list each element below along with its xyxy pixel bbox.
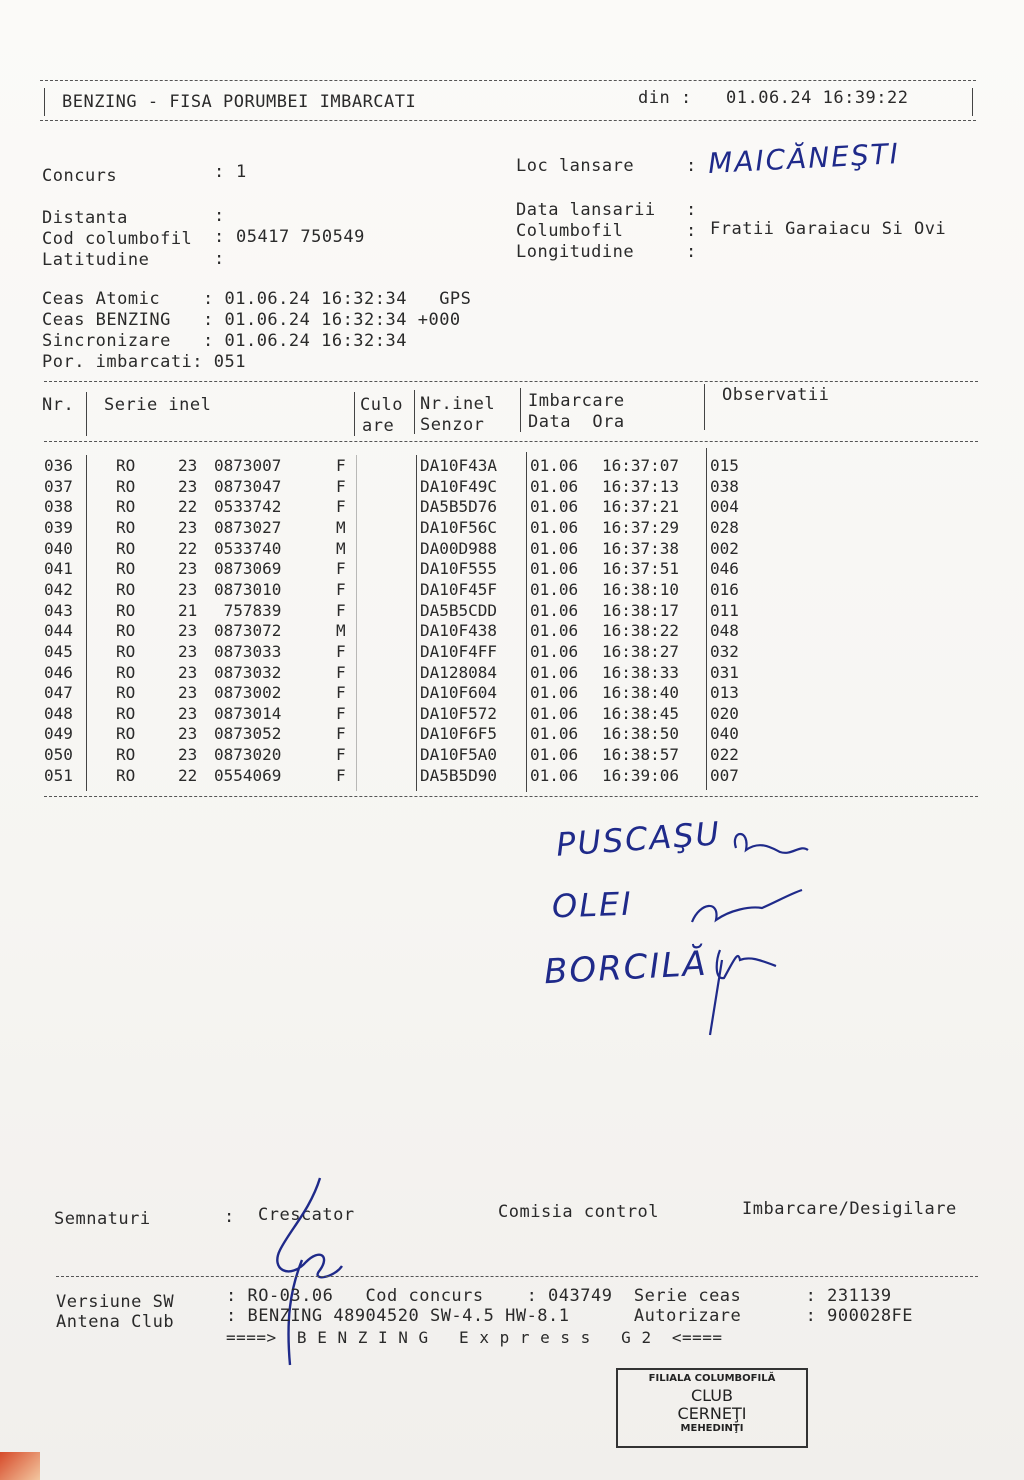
- footer-line-3: ====> B E N Z I N G E x p r e s s G 2 <====: [226, 1328, 723, 1347]
- cell-ora: 16:37:51: [602, 559, 680, 579]
- cell-sex: F: [336, 456, 346, 475]
- latitudine-label: Latitudine: [42, 250, 193, 270]
- col-header-serie: Serie inel: [104, 395, 212, 415]
- cell-sex: F: [336, 497, 346, 517]
- cell-data: 01.06: [530, 559, 579, 579]
- cell-data: 01.06: [530, 724, 579, 744]
- cell-data: 01.06: [530, 497, 579, 517]
- cell-nr: 040: [44, 538, 73, 558]
- sincronizare-line: Sincronizare : 01.06.24 16:32:34: [42, 331, 407, 351]
- cell-tara: RO: [116, 683, 136, 703]
- cell-data: 01.06: [530, 662, 579, 682]
- concurs-label: Concurs: [42, 166, 193, 186]
- cell-an: 22: [178, 765, 198, 785]
- cell-obs: 002: [710, 538, 739, 558]
- cell-an: 23: [178, 724, 198, 744]
- cell-ora: 16:38:33: [602, 662, 680, 682]
- cell-sex: F: [336, 703, 346, 723]
- body-divider-nr: [86, 455, 87, 791]
- cell-obs: 048: [710, 621, 739, 641]
- cell-tara: RO: [116, 579, 136, 599]
- cell-sex: F: [336, 600, 346, 620]
- cell-inel: 0873069: [214, 559, 282, 579]
- footer-line-2: : BENZING 48904520 SW-4.5 HW-8.1 Autorizare : 900028FE: [226, 1306, 914, 1326]
- cell-data: 01.06: [530, 621, 579, 641]
- cell-an: 23: [178, 517, 198, 537]
- col-divider-culoare: [414, 390, 415, 434]
- concurs-value: 1: [236, 162, 247, 182]
- cell-tara: RO: [116, 600, 136, 620]
- col-header-nrinel-1: Nr.inel: [420, 394, 496, 414]
- cell-sex: F: [336, 579, 346, 599]
- cell-senzor: DA10F572: [420, 703, 498, 723]
- cell-senzor: DA10F555: [420, 559, 498, 579]
- handwritten-signatures: [680, 810, 820, 1050]
- col-header-culoare-2: are: [362, 416, 395, 436]
- header-right-bar: [972, 88, 973, 116]
- cell-tara: RO: [116, 703, 136, 723]
- cell-tara: RO: [116, 517, 136, 537]
- cell-inel: 0873007: [214, 456, 282, 475]
- loc-lansare-handwritten: MAICĂNEŞTI: [707, 136, 901, 181]
- cell-data: 01.06: [530, 641, 579, 661]
- cell-inel: 0533742: [214, 497, 282, 517]
- cell-nr: 036: [44, 456, 73, 475]
- col-header-imbarcare-2: Data Ora: [528, 412, 625, 432]
- stamp-line-3: CERNEŢI: [677, 1404, 747, 1423]
- cell-inel: 0533740: [214, 538, 282, 558]
- cell-ora: 16:37:07: [602, 456, 680, 475]
- col-header-observatii: Observatii: [722, 385, 830, 405]
- cell-obs: 011: [710, 600, 739, 620]
- stamp-line-4: MEHEDINŢI: [680, 1423, 744, 1434]
- col-header-nrinel-2: Senzor: [420, 415, 485, 435]
- cell-inel: 0873027: [214, 517, 282, 537]
- cell-data: 01.06: [530, 745, 579, 765]
- cell-senzor: DA5B5D90: [420, 765, 498, 785]
- cell-ora: 16:38:10: [602, 579, 680, 599]
- body-divider-data: [526, 452, 527, 792]
- cell-an: 23: [178, 641, 198, 661]
- cell-nr: 049: [44, 724, 73, 744]
- din-label: din :: [638, 88, 692, 108]
- cell-sex: F: [336, 724, 346, 744]
- cell-inel: 0873020: [214, 745, 282, 765]
- concurs-sep: :: [214, 162, 225, 182]
- loc-lansare-label: Loc lansare: [516, 156, 635, 176]
- cell-obs: 016: [710, 579, 739, 599]
- cell-obs: 013: [710, 683, 739, 703]
- stamp-line-1: FILIALA COLUMBOFILĂ: [648, 1373, 776, 1384]
- cod-columbofil-sep: :: [214, 227, 225, 247]
- cell-ora: 16:38:17: [602, 600, 680, 620]
- cell-inel: 0873052: [214, 724, 282, 744]
- cell-data: 01.06: [530, 476, 579, 496]
- longitudine-sep: :: [686, 242, 697, 262]
- table-bottom-rule: [44, 796, 978, 797]
- ceas-benzing-line: Ceas BENZING : 01.06.24 16:32:34 +000: [42, 310, 461, 330]
- cell-tara: RO: [116, 724, 136, 744]
- cell-tara: RO: [116, 621, 136, 641]
- cell-sex: F: [336, 765, 346, 785]
- cell-nr: 046: [44, 662, 73, 682]
- cell-sex: F: [336, 641, 346, 661]
- club-stamp: [616, 1368, 808, 1448]
- cell-tara: RO: [116, 745, 136, 765]
- cell-data: 01.06: [530, 579, 579, 599]
- cell-an: 22: [178, 497, 198, 517]
- cell-nr: 042: [44, 579, 73, 599]
- handwritten-name-2: OLEI: [551, 884, 634, 926]
- cell-an: 21: [178, 600, 198, 620]
- cell-obs: 022: [710, 745, 739, 765]
- cell-ora: 16:39:06: [602, 765, 680, 785]
- cell-inel: 0873002: [214, 683, 282, 703]
- cell-inel: 0873032: [214, 662, 282, 682]
- cell-nr: 043: [44, 600, 73, 620]
- cell-senzor: DA128084: [420, 662, 498, 682]
- columbofil-value: Fratii Garaiacu Si Ovi: [710, 219, 947, 239]
- cell-inel: 0554069: [214, 765, 282, 785]
- header-bottom-rule: [40, 120, 976, 121]
- cell-an: 23: [178, 476, 198, 496]
- cell-an: 23: [178, 579, 198, 599]
- signature-3: [710, 950, 776, 1035]
- cell-nr: 045: [44, 641, 73, 661]
- cell-tara: RO: [116, 765, 136, 785]
- cell-senzor: DA10F56C: [420, 517, 498, 537]
- cell-inel: 757839: [214, 600, 282, 620]
- cell-ora: 16:37:13: [602, 476, 680, 496]
- cell-obs: 046: [710, 559, 739, 579]
- columbofil-sep: :: [686, 221, 697, 241]
- cell-an: 23: [178, 662, 198, 682]
- cell-obs: 015: [710, 456, 739, 475]
- table-header-rule: [44, 441, 978, 442]
- cell-sex: M: [336, 517, 346, 537]
- versiune-sw-label: Versiune SW: [56, 1292, 175, 1312]
- cell-inel: 0873010: [214, 579, 282, 599]
- cell-data: 01.06: [530, 703, 579, 723]
- imbarcare-desigilare-label: Imbarcare/Desigilare: [742, 1199, 957, 1219]
- semnaturi-label: Semnaturi: [54, 1209, 151, 1229]
- cell-nr: 041: [44, 559, 73, 579]
- cell-obs: 004: [710, 497, 739, 517]
- page-corner-mark: [0, 1452, 40, 1480]
- cell-nr: 038: [44, 497, 73, 517]
- cell-nr: 051: [44, 765, 73, 785]
- col-header-nr: Nr.: [42, 395, 75, 415]
- comisia-control-label: Comisia control: [498, 1202, 660, 1222]
- cell-an: 23: [178, 456, 198, 475]
- cell-an: 23: [178, 621, 198, 641]
- cell-obs: 040: [710, 724, 739, 744]
- cell-senzor: DA10F43A: [420, 456, 498, 475]
- por-imbarcati-line: Por. imbarcati: 051: [42, 352, 246, 372]
- cod-columbofil-label: Cod columbofil: [42, 229, 193, 249]
- stamp-line-2: CLUB: [691, 1386, 733, 1405]
- columbofil-label: Columbofil: [516, 221, 624, 241]
- crescator-label: Crescator: [258, 1205, 355, 1225]
- cell-nr: 044: [44, 621, 73, 641]
- cell-tara: RO: [116, 497, 136, 517]
- cell-data: 01.06: [530, 683, 579, 703]
- cell-senzor: DA10F4FF: [420, 641, 498, 661]
- semnaturi-sep: :: [224, 1207, 235, 1227]
- col-divider-nrinel: [520, 388, 521, 432]
- cell-tara: RO: [116, 476, 136, 496]
- loc-lansare-sep: :: [686, 156, 697, 176]
- handwritten-name-1: PUSCAŞU: [554, 814, 723, 864]
- handwritten-name-3: BORCILĂ: [543, 943, 709, 993]
- body-divider-culoare-left: [356, 455, 357, 791]
- cell-sex: F: [336, 662, 346, 682]
- header-top-rule: [40, 80, 976, 81]
- cell-sex: M: [336, 621, 346, 641]
- longitudine-label: Longitudine: [516, 242, 635, 262]
- cell-data: 01.06: [530, 600, 579, 620]
- cell-sex: F: [336, 683, 346, 703]
- cell-sex: F: [336, 476, 346, 496]
- cell-senzor: DA10F49C: [420, 476, 498, 496]
- cell-tara: RO: [116, 559, 136, 579]
- data-lansarii-label: Data lansarii: [516, 200, 656, 220]
- cell-data: 01.06: [530, 538, 579, 558]
- col-divider-serie: [354, 392, 355, 436]
- cell-senzor: DA10F604: [420, 683, 498, 703]
- cell-data: 01.06: [530, 517, 579, 537]
- cell-nr: 047: [44, 683, 73, 703]
- footer-rule: [56, 1276, 978, 1277]
- cell-obs: 032: [710, 641, 739, 661]
- cell-ora: 16:38:27: [602, 641, 680, 661]
- cell-obs: 028: [710, 517, 739, 537]
- cell-ora: 16:38:57: [602, 745, 680, 765]
- signature-2: [692, 890, 802, 922]
- cell-senzor: DA10F438: [420, 621, 498, 641]
- cell-ora: 16:37:21: [602, 497, 680, 517]
- cell-inel: 0873033: [214, 641, 282, 661]
- cell-data: 01.06: [530, 765, 579, 785]
- footer-line-1: : RO-03.06 Cod concurs : 043749 Serie ceas : 231139: [226, 1286, 892, 1306]
- body-divider-obs: [706, 448, 707, 790]
- cell-an: 23: [178, 683, 198, 703]
- cell-inel: 0873072: [214, 621, 282, 641]
- cell-senzor: DA10F45F: [420, 579, 498, 599]
- cell-ora: 16:38:22: [602, 621, 680, 641]
- signature-1: [735, 834, 808, 853]
- cell-tara: RO: [116, 456, 136, 475]
- latitudine-sep: :: [214, 249, 225, 269]
- cell-obs: 031: [710, 662, 739, 682]
- cell-an: 23: [178, 745, 198, 765]
- cell-nr: 050: [44, 745, 73, 765]
- cell-obs: 038: [710, 476, 739, 496]
- table-top-rule: [44, 381, 978, 382]
- cell-nr: 048: [44, 703, 73, 723]
- cell-inel: 0873047: [214, 476, 282, 496]
- cell-ora: 16:37:29: [602, 517, 680, 537]
- col-divider-imbarcare: [704, 384, 705, 430]
- cod-columbofil-value: 05417 750549: [236, 227, 365, 247]
- cell-tara: RO: [116, 662, 136, 682]
- cell-data: 01.06: [530, 456, 579, 475]
- distanta-sep: :: [214, 206, 225, 226]
- cell-an: 23: [178, 559, 198, 579]
- cell-sex: F: [336, 745, 346, 765]
- col-header-imbarcare-1: Imbarcare: [528, 391, 625, 411]
- cell-ora: 16:38:40: [602, 683, 680, 703]
- cell-nr: 039: [44, 517, 73, 537]
- col-header-culoare-1: Culo: [360, 395, 403, 415]
- col-divider-nr: [86, 392, 87, 436]
- cell-ora: 16:37:38: [602, 538, 680, 558]
- header-left-bar: [44, 88, 45, 116]
- antena-club-label: Antena Club: [56, 1312, 175, 1332]
- cell-tara: RO: [116, 641, 136, 661]
- cell-senzor: DA10F5A0: [420, 745, 498, 765]
- cell-senzor: DA5B5D76: [420, 497, 498, 517]
- cell-sex: M: [336, 538, 346, 558]
- cell-tara: RO: [116, 538, 136, 558]
- cell-obs: 020: [710, 703, 739, 723]
- cell-an: 22: [178, 538, 198, 558]
- cell-ora: 16:38:50: [602, 724, 680, 744]
- cell-inel: 0873014: [214, 703, 282, 723]
- cell-senzor: DA10F6F5: [420, 724, 498, 744]
- ceas-atomic-line: Ceas Atomic : 01.06.24 16:32:34 GPS: [42, 289, 472, 309]
- document-title: BENZING - FISA PORUMBEI IMBARCATI: [62, 92, 417, 112]
- cell-ora: 16:38:45: [602, 703, 680, 723]
- data-lansarii-sep: :: [686, 200, 697, 220]
- body-divider-senzor: [416, 455, 417, 791]
- din-timestamp: 01.06.24 16:39:22: [726, 88, 909, 108]
- cell-senzor: DA5B5CDD: [420, 600, 498, 620]
- cell-nr: 037: [44, 476, 73, 496]
- distanta-label: Distanta: [42, 208, 193, 228]
- cell-sex: F: [336, 559, 346, 579]
- cell-an: 23: [178, 703, 198, 723]
- cell-obs: 007: [710, 765, 739, 785]
- cell-senzor: DA00D988: [420, 538, 498, 558]
